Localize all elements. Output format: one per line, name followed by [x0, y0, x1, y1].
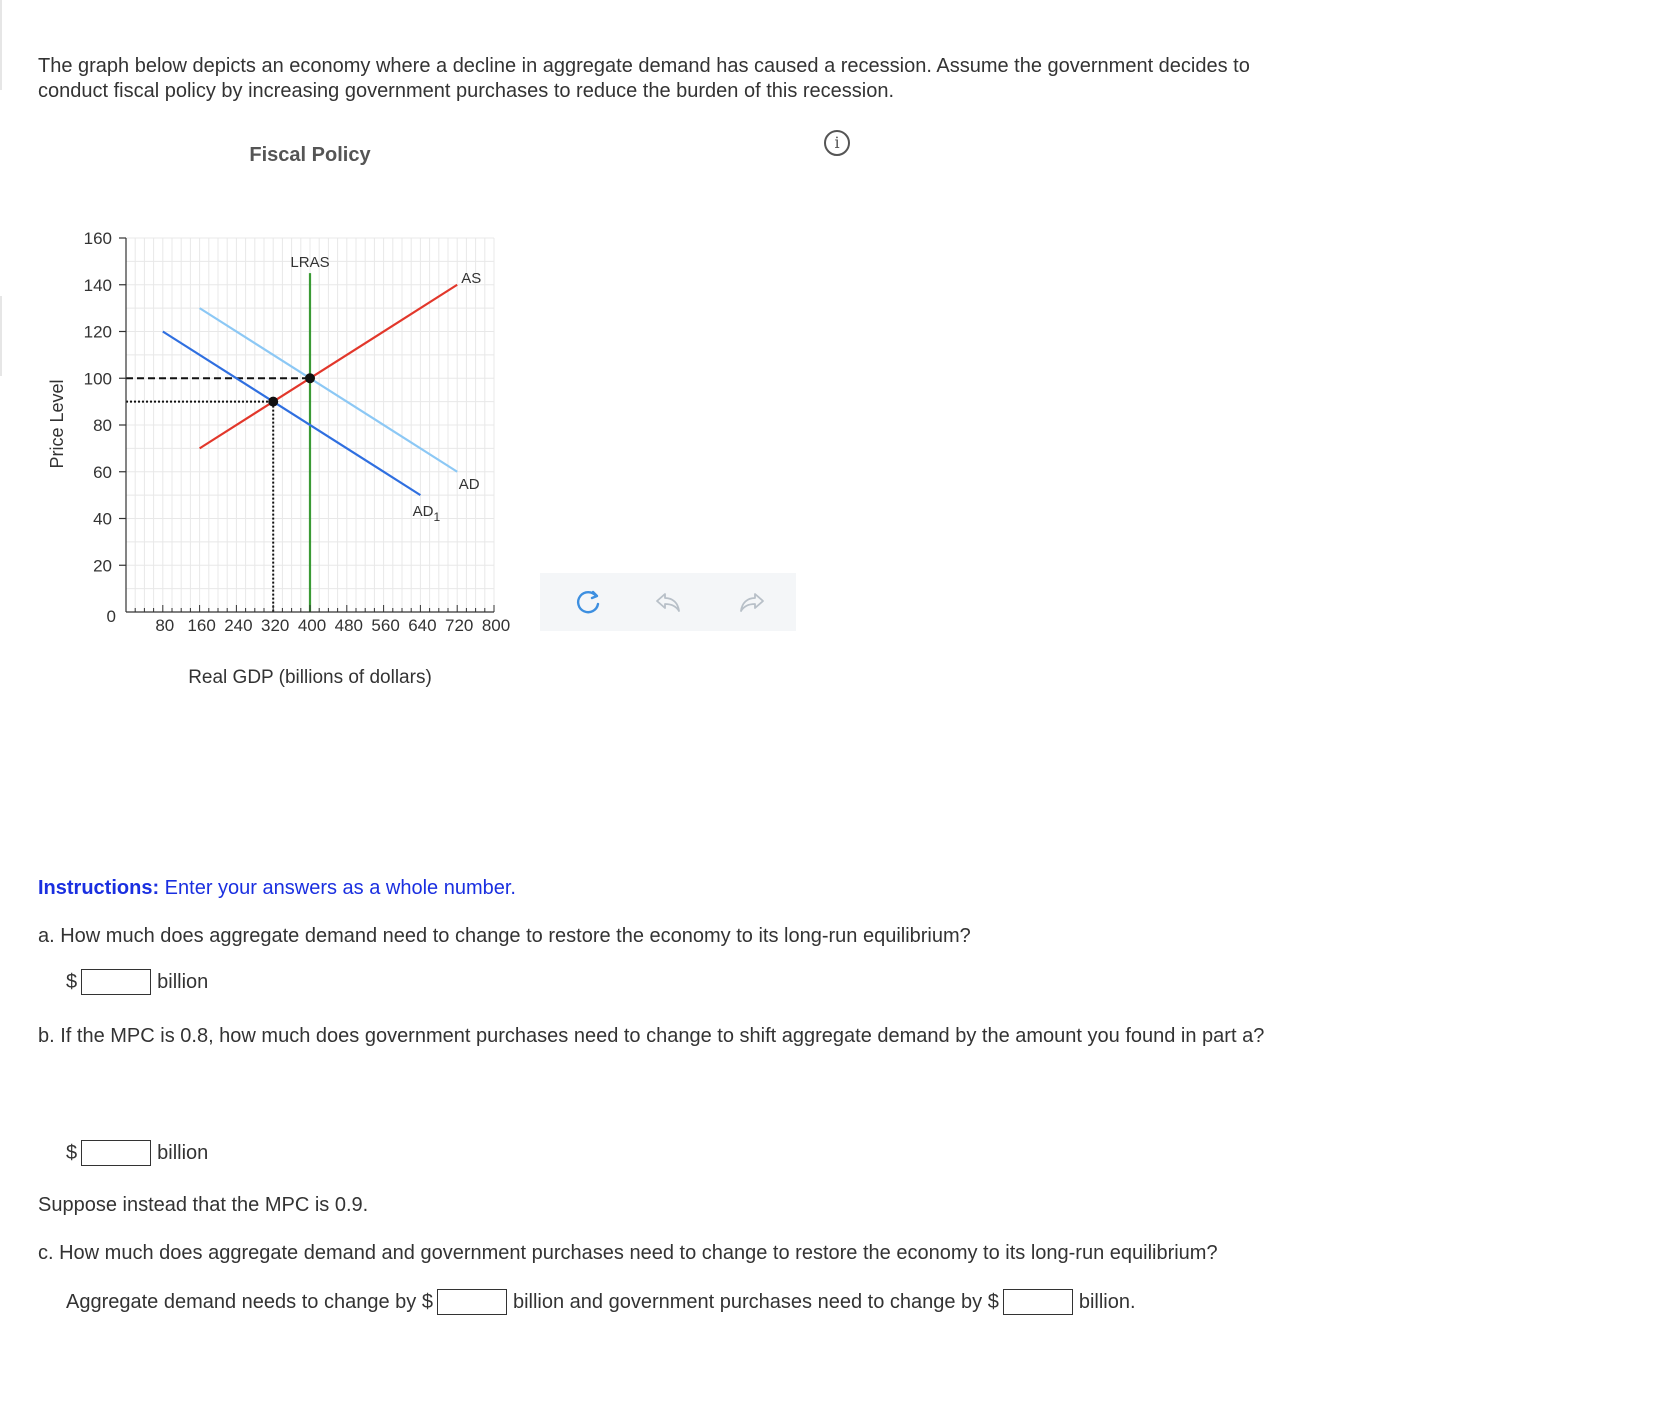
answer-c-middle: billion and government purchases need to change by $ — [512, 1290, 999, 1313]
reset-button[interactable] — [572, 586, 604, 618]
answer-c-suffix: billion. — [1078, 1290, 1136, 1313]
y-axis-label: Price Level — [47, 379, 67, 469]
answer-a-row — [66, 969, 208, 995]
question-c: c. How much does aggregate demand and government purchases need to change to restore the economy to its long-run equilibrium? — [38, 1242, 1218, 1264]
redo-icon — [736, 586, 768, 618]
unit-label: billion — [157, 1141, 209, 1164]
x-tick-label: 640 — [408, 616, 437, 635]
y-tick-label: 100 — [83, 369, 112, 389]
instructions-text: Enter your answers as a whole number. — [159, 877, 516, 899]
x-tick-label: 720 — [445, 616, 474, 635]
instructions — [38, 876, 516, 901]
curve-label-ad1: $AD_1$ — [412, 503, 441, 525]
answer-c-gov-input[interactable] — [1003, 1289, 1073, 1315]
answer-a-input[interactable] — [81, 969, 151, 995]
y-tick-label: 120 — [83, 322, 112, 342]
undo-button[interactable] — [652, 586, 684, 618]
y-tick-label: 0 — [106, 607, 116, 626]
y-tick-label: 80 — [93, 416, 112, 435]
y-tick-label: 140 — [83, 275, 112, 295]
curve-label-as: AS — [461, 269, 482, 287]
x-axis-label: Real GDP (billions of dollars) — [188, 667, 432, 688]
question-b: b. If the MPC is 0.8, how much does government purchases need to change to shift aggregate demand by the amount you found in part a? — [38, 1025, 1265, 1047]
y-tick-label: 60 — [93, 462, 112, 482]
answer-c-ad-input[interactable] — [437, 1289, 507, 1315]
chart-curves[interactable] — [163, 273, 457, 612]
answer-c-prefix: Aggregate demand needs to change by $ — [66, 1290, 433, 1313]
undo-icon — [652, 586, 684, 618]
chart-tick-labels — [84, 229, 511, 635]
instructions-label: Instructions: — [38, 877, 160, 899]
currency-symbol: $ — [66, 970, 78, 993]
answer-b-input[interactable] — [81, 1140, 151, 1166]
graph-toolbar — [540, 573, 796, 631]
answer-c-row — [66, 1289, 1136, 1315]
mpc-note: Suppose instead that the MPC is 0.9. — [38, 1194, 369, 1216]
x-tick-label: 80 — [155, 616, 175, 635]
chart-title: Fiscal Policy — [249, 144, 371, 166]
redo-button[interactable] — [736, 586, 768, 618]
y-tick-label: 40 — [93, 509, 112, 529]
y-tick-label: 160 — [83, 229, 112, 248]
equilibrium-point[interactable] — [268, 397, 278, 407]
x-tick-label: 800 — [481, 616, 511, 635]
curve-label-lras: LRAS — [290, 254, 330, 272]
info-icon[interactable]: i — [824, 130, 850, 156]
equilibrium-point[interactable] — [305, 373, 315, 383]
x-tick-label: 320 — [261, 616, 290, 635]
x-tick-label: 560 — [371, 616, 400, 635]
x-tick-label: 480 — [334, 616, 363, 635]
x-tick-label: 160 — [187, 616, 216, 635]
intro-text: The graph below depicts an economy where a decline in aggregate demand has caused a recession. Assume the government decides to conduct fiscal policy by increasing government purchases to reduce the burden of this recession. — [38, 55, 1250, 102]
curve-label-ad: AD — [458, 475, 480, 493]
y-tick-label: 20 — [93, 556, 112, 576]
currency-symbol: $ — [66, 1141, 78, 1164]
unit-label: billion — [157, 970, 209, 993]
answer-b-row — [66, 1140, 208, 1166]
x-tick-label: 240 — [224, 616, 253, 635]
x-tick-label: 400 — [297, 616, 327, 635]
reset-icon — [572, 586, 604, 618]
question-a: a. How much does aggregate demand need to change to restore the economy to its long-run equilibrium? — [38, 925, 971, 947]
